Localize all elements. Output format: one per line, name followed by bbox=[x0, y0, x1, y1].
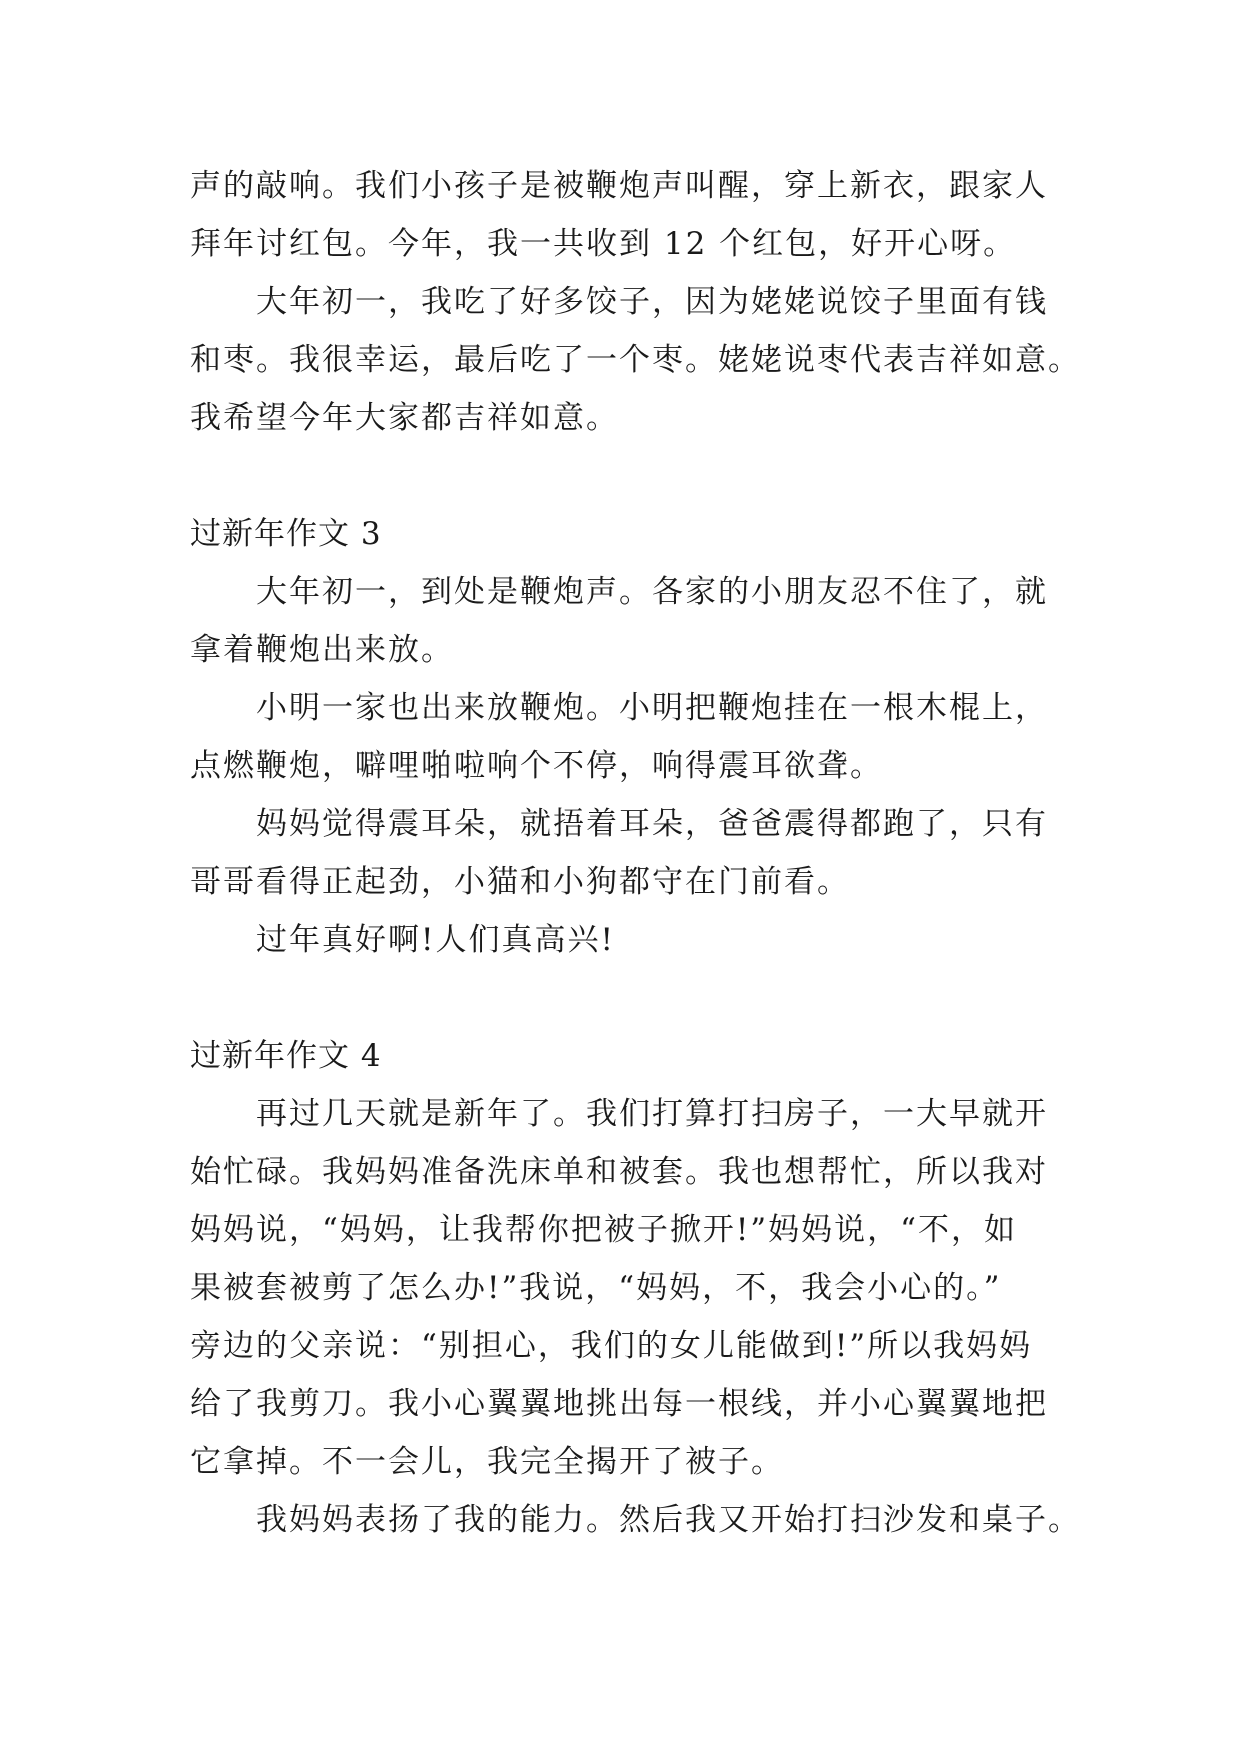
paragraph-start: 我妈妈表扬了我的能力。然后我又开始打扫沙发和桌子。 bbox=[256, 1502, 1081, 1538]
paragraph-start: 妈妈觉得震耳朵，就捂着耳朵，爸爸震得都跑了，只有 bbox=[256, 806, 1048, 842]
text-line: 给了我剪刀。我小心翼翼地挑出每一根线，并小心翼翼地把 bbox=[190, 1386, 1048, 1422]
text-line: 旁边的父亲说：“别担心，我们的女儿能做到!”所以我妈妈 bbox=[190, 1328, 1033, 1364]
paragraph-start: 再过几天就是新年了。我们打算打扫房子，一大早就开 bbox=[256, 1096, 1048, 1132]
text-line: 拿着鞭炮出来放。 bbox=[190, 632, 454, 668]
text-line: 哥哥看得正起劲，小猫和小狗都守在门前看。 bbox=[190, 864, 850, 900]
paragraph-start: 过年真好啊!人们真高兴! bbox=[256, 922, 615, 958]
text-line: 点燃鞭炮，噼哩啪啦响个不停，响得震耳欲聋。 bbox=[190, 748, 883, 784]
section-gap bbox=[190, 447, 1070, 505]
text-line: 果被套被剪了怎么办!”我说，“妈妈，不，我会小心的。” bbox=[190, 1270, 1002, 1306]
text-line: 和枣。我很幸运，最后吃了一个枣。姥姥说枣代表吉祥如意。 bbox=[190, 342, 1081, 378]
section-heading-3: 过新年作文 3 bbox=[190, 516, 382, 552]
document-body bbox=[190, 157, 1081, 1549]
text-line: 始忙碌。我妈妈准备洗床单和被套。我也想帮忙，所以我对 bbox=[190, 1154, 1048, 1190]
text-line: 声的敲响。我们小孩子是被鞭炮声叫醒，穿上新衣，跟家人 bbox=[190, 168, 1048, 204]
paragraph-start: 大年初一，我吃了好多饺子，因为姥姥说饺子里面有钱 bbox=[256, 284, 1048, 320]
section-gap bbox=[190, 969, 1070, 1027]
paragraph-start: 大年初一，到处是鞭炮声。各家的小朋友忍不住了，就 bbox=[256, 574, 1048, 610]
text-line: 它拿掉。不一会儿，我完全揭开了被子。 bbox=[190, 1444, 784, 1480]
section-heading-4: 过新年作文 4 bbox=[190, 1038, 382, 1074]
text-line: 我希望今年大家都吉祥如意。 bbox=[190, 400, 619, 436]
paragraph-start: 小明一家也出来放鞭炮。小明把鞭炮挂在一根木棍上， bbox=[256, 690, 1048, 726]
text-line: 妈妈说，“妈妈，让我帮你把被子掀开!”妈妈说，“不，如 bbox=[190, 1212, 1017, 1248]
text-line: 拜年讨红包。今年，我一共收到 12 个红包，好开心呀。 bbox=[190, 226, 1017, 262]
